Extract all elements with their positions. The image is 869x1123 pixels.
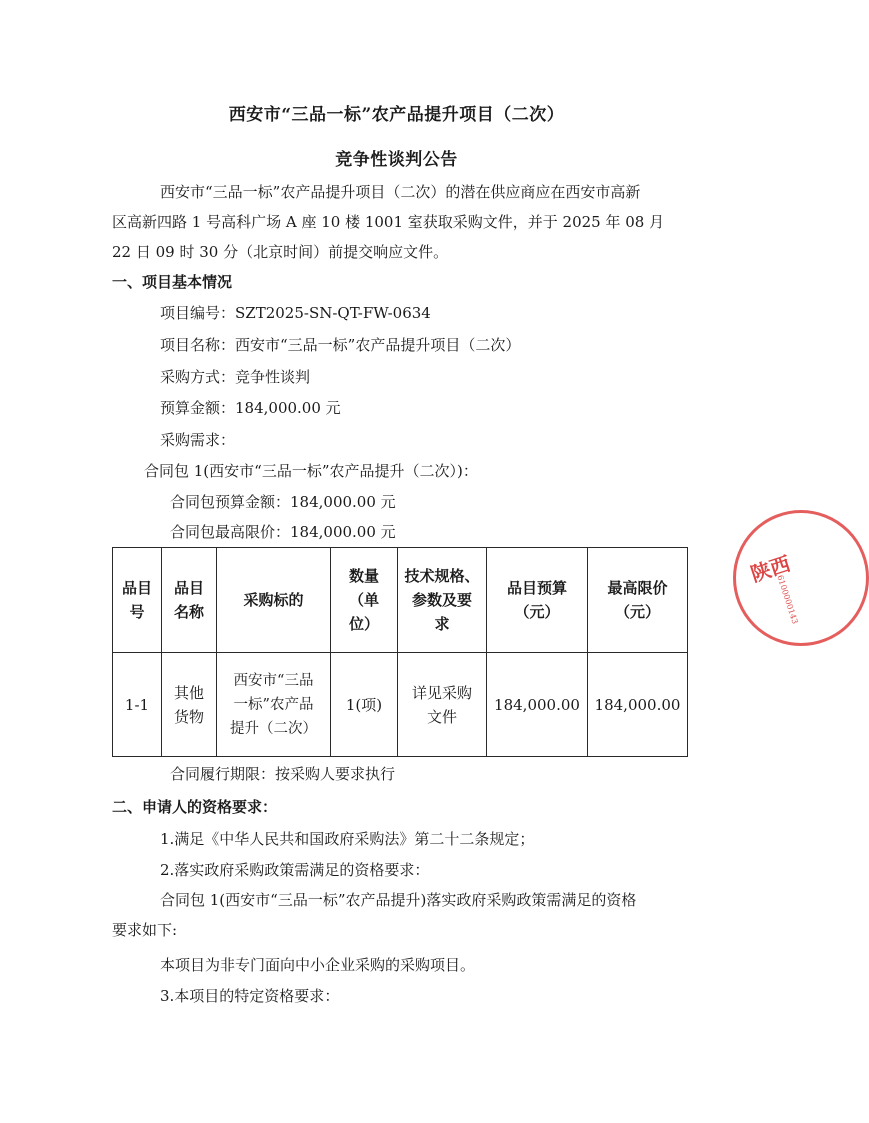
header-item-name: 品目 名称 — [162, 548, 217, 653]
package-max-price: 合同包最高限价：184,000.00 元 — [170, 523, 396, 541]
cell-max-price: 184,000.00 — [588, 653, 688, 757]
sme-statement: 本项目为非专门面向中小企业采购的采购项目。 — [160, 956, 476, 974]
intro-line-2: 区高新四路 1 号高科广场 A 座 10 楼 1001 室获取采购文件，并于 2025 年 08 月 — [112, 213, 665, 231]
table-header-row — [113, 548, 688, 653]
document-title: 西安市“三品一标”农产品提升项目（二次） — [228, 105, 565, 125]
cell-item-no: 1-1 — [113, 653, 162, 757]
project-name: 项目名称：西安市“三品一标”农产品提升项目（二次） — [160, 336, 521, 354]
official-seal — [733, 510, 869, 646]
procurement-demand: 采购需求： — [160, 431, 236, 449]
package-budget: 合同包预算金额：184,000.00 元 — [170, 493, 396, 511]
budget-amount: 预算金额：184,000.00 元 — [160, 399, 341, 417]
cell-item-budget: 184,000.00 — [487, 653, 588, 757]
seal-number: 6100000143 — [775, 573, 800, 626]
section-1-heading: 一、项目基本情况 — [112, 273, 233, 291]
project-number: 项目编号：SZT2025-SN-QT-FW-0634 — [160, 304, 431, 322]
cell-subject: 西安市“三品 一标”农产品 提升（二次） — [217, 653, 331, 757]
header-item-budget: 品目预算 （元） — [487, 548, 588, 653]
document-subtitle: 竞争性谈判公告 — [335, 150, 458, 170]
policy-line-1: 合同包 1(西安市“三品一标”农产品提升)落实政府采购政策需满足的资格 — [160, 891, 637, 909]
intro-line-1: 西安市“三品一标”农产品提升项目（二次）的潜在供应商应在西安市高新 — [160, 183, 641, 201]
header-subject: 采购标的 — [217, 548, 331, 653]
header-max-price: 最高限价 （元） — [588, 548, 688, 653]
contract-package: 合同包 1(西安市“三品一标”农产品提升（二次）)： — [144, 462, 478, 480]
header-specs: 技术规格、 参数及要 求 — [398, 548, 487, 653]
header-item-no: 品目 号 — [113, 548, 162, 653]
contract-period: 合同履行期限：按采购人要求执行 — [170, 765, 396, 783]
cell-specs: 详见采购 文件 — [398, 653, 487, 757]
policy-line-2: 要求如下: — [112, 921, 178, 939]
cell-item-name: 其他 货物 — [162, 653, 217, 757]
seal-text: 陕西 — [747, 551, 794, 587]
qualification-item-3: 3.本项目的特定资格要求： — [160, 987, 340, 1005]
qualification-item-1: 1.满足《中华人民共和国政府采购法》第二十二条规定； — [160, 830, 535, 848]
qualification-item-2: 2.落实政府采购政策需满足的资格要求： — [160, 861, 430, 879]
header-quantity: 数量 （单 位） — [331, 548, 398, 653]
section-2-heading: 二、申请人的资格要求： — [112, 798, 278, 816]
table-row — [113, 653, 688, 757]
procurement-table — [112, 547, 688, 757]
procurement-method: 采购方式：竞争性谈判 — [160, 368, 311, 386]
cell-quantity: 1(项) — [331, 653, 398, 757]
intro-line-3: 22 日 09 时 30 分（北京时间）前提交响应文件。 — [112, 243, 449, 261]
